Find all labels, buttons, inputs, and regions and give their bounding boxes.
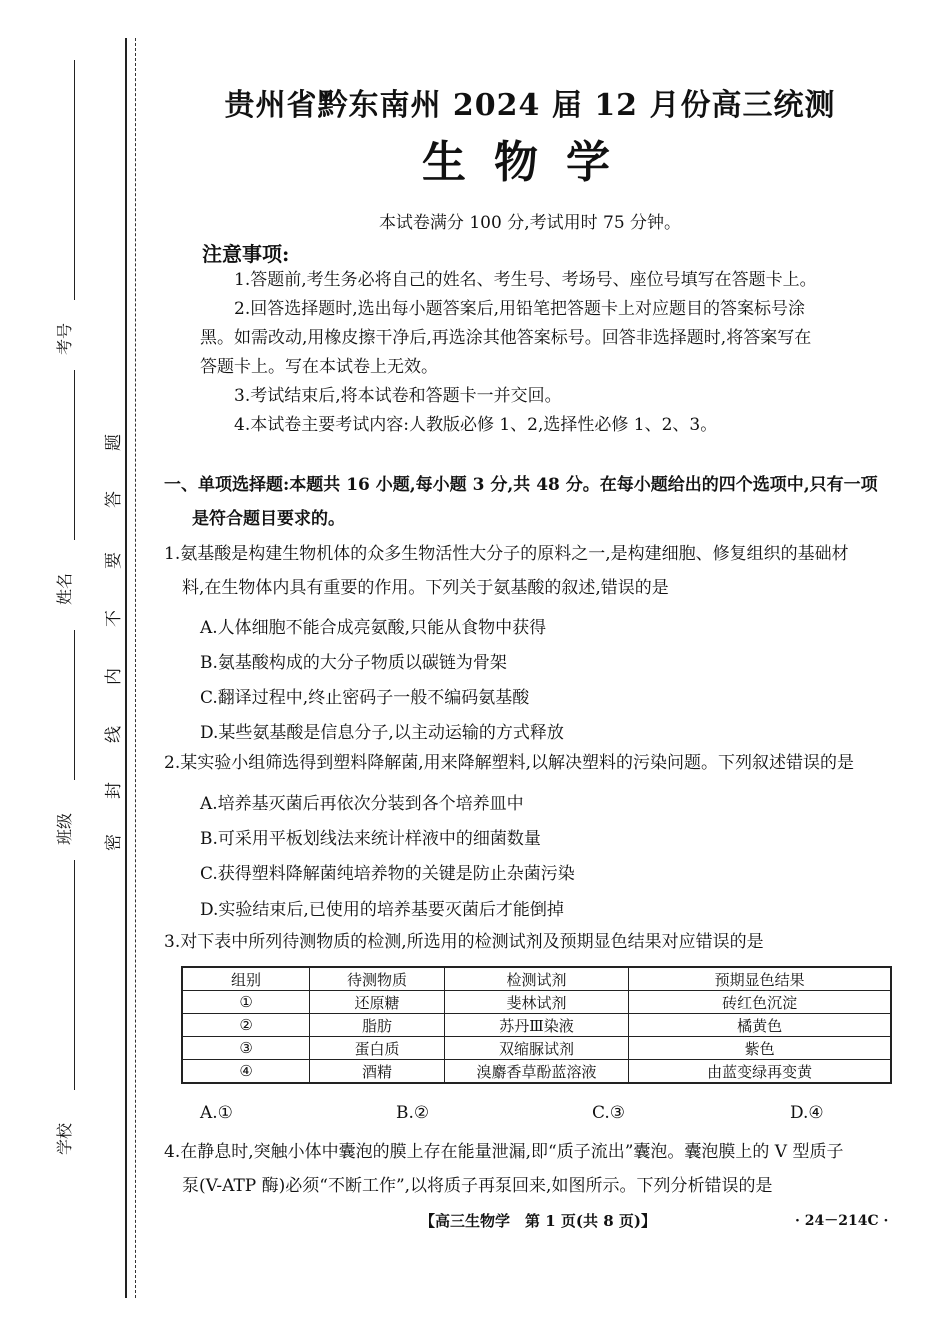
- question-4-line: 4.在静息时,突触小体中囊泡的膜上存在能量泄漏,即“质子流出”囊泡。囊泡膜上的 V 型质子: [164, 1142, 844, 1162]
- q3-option-b[interactable]: B.②: [396, 1103, 430, 1123]
- binding-line: [125, 38, 127, 1298]
- school-underline: [74, 860, 75, 1090]
- table-row: [182, 1014, 891, 1037]
- note-line: 1.答题前,考生务必将自己的姓名、考生号、考场号、座位号填写在答题卡上。: [234, 270, 817, 290]
- q3-option-d[interactable]: D.④: [790, 1103, 824, 1123]
- section-line-2: 是符合题目要求的。: [192, 509, 345, 529]
- note-line: 2.回答选择题时,选出每小题答案后,用铅笔把答题卡上对应题目的答案标号涂: [234, 299, 806, 319]
- q1-option-a[interactable]: A.人体细胞不能合成亮氨酸,只能从食物中获得: [200, 618, 547, 638]
- note-line: 黑。如需改动,用橡皮擦干净后,再选涂其他答案标号。回答非选择题时,将答案写在: [200, 328, 812, 348]
- table-header: 待测物质: [310, 967, 445, 991]
- table-cell: 酒精: [310, 1060, 445, 1084]
- seal-char: 题: [104, 434, 124, 451]
- seal-char: 线: [104, 726, 124, 743]
- seal-char: 答: [104, 491, 124, 508]
- school-field[interactable]: [52, 1123, 75, 1155]
- table-cell: 蛋白质: [310, 1037, 445, 1060]
- name-field[interactable]: [52, 573, 75, 605]
- table-cell: 还原糖: [310, 991, 445, 1014]
- note-line: 4.本试卷主要考试内容:人教版必修 1、2,选择性必修 1、2、3。: [234, 415, 718, 435]
- q2-option-c[interactable]: C.获得塑料降解菌纯培养物的关键是防止杂菌污染: [200, 864, 575, 884]
- q1-option-b[interactable]: B.氨基酸构成的大分子物质以碳链为骨架: [200, 653, 507, 673]
- table-cell: ②: [182, 1014, 310, 1037]
- section-line-1: 一、单项选择题:本题共 16 小题,每小题 3 分,共 48 分。在每小题给出的四个选项中,只有一项: [164, 475, 878, 495]
- note-line: 答题卡上。写在本试卷上无效。: [200, 357, 438, 377]
- table-cell: 斐林试剂: [444, 991, 628, 1014]
- q1-option-c[interactable]: C.翻译过程中,终止密码子一般不编码氨基酸: [200, 688, 530, 708]
- class-field[interactable]: [52, 813, 75, 845]
- question-3-stem: 3.对下表中所列待测物质的检测,所选用的检测试剂及预期显色结果对应错误的是: [164, 932, 764, 952]
- table-cell: 砖红色沉淀: [629, 991, 891, 1014]
- table-header-row: [182, 967, 891, 991]
- question-1-line: 1.氨基酸是构建生物机体的众多生物活性大分子的原料之一,是构建细胞、修复组织的基础材: [164, 544, 849, 564]
- table-cell: 紫色: [629, 1037, 891, 1060]
- table-cell: 溴麝香草酚蓝溶液: [444, 1060, 628, 1084]
- seal-char: 内: [104, 668, 124, 685]
- question-1-stem: [164, 537, 904, 605]
- table-header: 组别: [182, 967, 310, 991]
- paper-code: · 24－214C ·: [795, 1213, 889, 1229]
- table-cell: ①: [182, 991, 310, 1014]
- question-4-stem: [164, 1135, 904, 1203]
- table-row: [182, 1037, 891, 1060]
- exam-no-label: 考号: [55, 322, 74, 355]
- table-header: 预期显色结果: [629, 967, 891, 991]
- table-cell: ④: [182, 1060, 310, 1084]
- table-cell: ③: [182, 1037, 310, 1060]
- seal-char: 封: [104, 782, 124, 799]
- class-underline: [74, 630, 75, 780]
- table-cell: 双缩脲试剂: [444, 1037, 628, 1060]
- subject-title: 生物学: [422, 137, 638, 188]
- table-row: [182, 991, 891, 1014]
- q2-option-d[interactable]: D.实验结束后,已使用的培养基要灭菌后才能倒掉: [200, 900, 564, 920]
- q1-option-d[interactable]: D.某些氨基酸是信息分子,以主动运输的方式释放: [200, 723, 564, 743]
- seal-char: 密: [104, 834, 124, 851]
- seal-char: 不: [104, 610, 124, 627]
- notes-heading: 注意事项:: [202, 242, 290, 266]
- score-info: 本试卷满分 100 分,考试用时 75 分钟。: [378, 213, 682, 233]
- q2-option-a[interactable]: A.培养基灭菌后再依次分装到各个培养皿中: [200, 794, 524, 814]
- table-cell: 由蓝变绿再变黄: [629, 1060, 891, 1084]
- seal-char: 要: [104, 552, 124, 569]
- table-cell: 脂肪: [310, 1014, 445, 1037]
- page-footer: 【高三生物学 第 1 页(共 8 页)】: [420, 1212, 656, 1230]
- table-header: 检测试剂: [444, 967, 628, 991]
- class-label: 班级: [55, 812, 74, 845]
- note-line: 3.考试结束后,将本试卷和答题卡一并交回。: [234, 386, 562, 406]
- table-cell: 橘黄色: [629, 1014, 891, 1037]
- q3-table: [181, 966, 892, 1084]
- table-row: [182, 1060, 891, 1084]
- question-4-line: 泵(V-ATP 酶)必须“不断工作”,以将质子再泵回来,如图所示。下列分析错误的是: [182, 1176, 773, 1196]
- q3-option-c[interactable]: C.③: [592, 1103, 626, 1123]
- name-label: 姓名: [55, 572, 74, 605]
- exam-no-field[interactable]: [52, 323, 75, 355]
- exam-no-underline: [74, 60, 75, 300]
- q2-option-b[interactable]: B.可采用平板划线法来统计样液中的细菌数量: [200, 829, 541, 849]
- question-2-stem: 2.某实验小组筛选得到塑料降解菌,用来降解塑料,以解决塑料的污染问题。下列叙述错误的是: [164, 753, 855, 773]
- seal-line: [135, 38, 136, 1298]
- section-heading: [164, 468, 904, 536]
- q3-option-a[interactable]: A.①: [200, 1103, 233, 1123]
- name-underline: [74, 370, 75, 540]
- exam-title: 贵州省黔东南州 2024 届 12 月份高三统测: [224, 88, 836, 123]
- question-1-line: 料,在生物体内具有重要的作用。下列关于氨基酸的叙述,错误的是: [182, 578, 669, 598]
- table-cell: 苏丹Ⅲ染液: [444, 1014, 628, 1037]
- school-label: 学校: [55, 1122, 74, 1155]
